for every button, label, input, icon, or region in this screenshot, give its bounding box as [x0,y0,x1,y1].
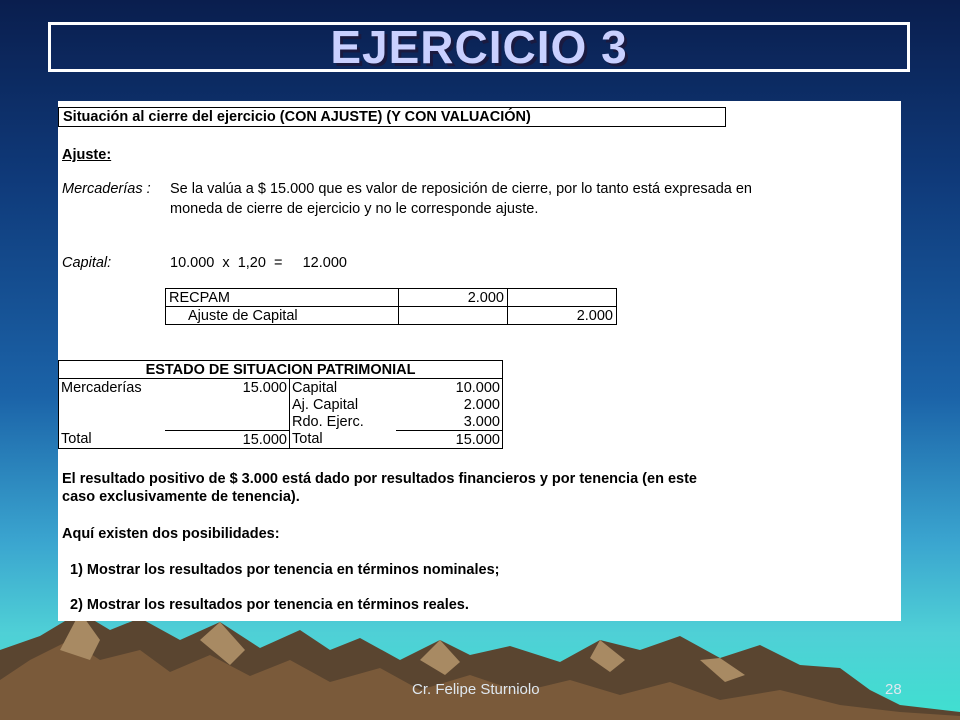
mercaderias-label: Mercaderías : [62,181,151,197]
journal-debit: 2.000 [399,289,508,307]
situation-heading: Situación al cierre del ejercicio (CON AJUSTE) (Y CON VALUACIÓN) [58,107,726,127]
asset-value [165,396,290,413]
mercaderias-text-line1: Se la valúa a $ 15.000 que es valor de reposición de cierre, por lo tanto está expresada en [170,181,752,197]
journal-account: RECPAM [166,289,399,307]
equity-label: Capital [292,379,338,396]
journal-row [166,289,617,307]
result-paragraph-line1: El resultado positivo de $ 3.000 está dado por resultados financieros y por tenencia (en este [62,471,697,487]
capital-label: Capital: [62,255,112,271]
equity-label: Aj. Capital [292,396,359,413]
slide-title: EJERCICIO 3 [330,21,628,73]
balance-sheet-title: ESTADO DE SITUACION PATRIMONIAL [59,361,503,379]
footer-author: Cr. Felipe Sturniolo [412,681,540,698]
journal-debit [399,307,508,325]
asset-value: 15.000 [165,379,290,397]
equity-value: 2.000 [396,396,503,413]
possibilities-heading: Aquí existen dos posibilidades: [62,526,280,542]
mercaderias-text-line2: moneda de cierre de ejercicio y no le corresponde ajuste. [170,201,539,217]
journal-credit [508,289,617,307]
option-2: 2) Mostrar los resultados por tenencia en términos reales. [70,597,469,613]
equity-value: 3.000 [396,413,503,431]
journal-entry-table [165,288,617,325]
journal-row [166,307,617,325]
equity-label: Rdo. Ejerc. [292,413,364,430]
ajuste-label: Ajuste: [62,147,112,163]
option-1: 1) Mostrar los resultados por tenencia en términos nominales; [70,562,500,578]
total-equity-value: 15.000 [396,431,503,449]
balance-sheet-table [58,360,503,449]
journal-account: Ajuste de Capital [166,307,399,325]
result-paragraph-line2: caso exclusivamente de tenencia). [62,489,300,505]
asset-label: Mercaderías [59,379,166,397]
equity-value: 10.000 [396,379,503,397]
journal-credit: 2.000 [508,307,617,325]
total-assets-value: 15.000 [165,431,290,449]
title-frame [48,22,910,72]
document-panel [58,101,901,621]
page-number: 28 [885,681,902,698]
asset-label [59,413,166,431]
capital-calculation: 10.000 x 1,20 = 12.000 [170,255,347,271]
total-equity-label: Total [290,431,397,449]
asset-label [59,396,166,413]
total-assets-label: Total [59,431,166,449]
asset-value [165,413,290,431]
